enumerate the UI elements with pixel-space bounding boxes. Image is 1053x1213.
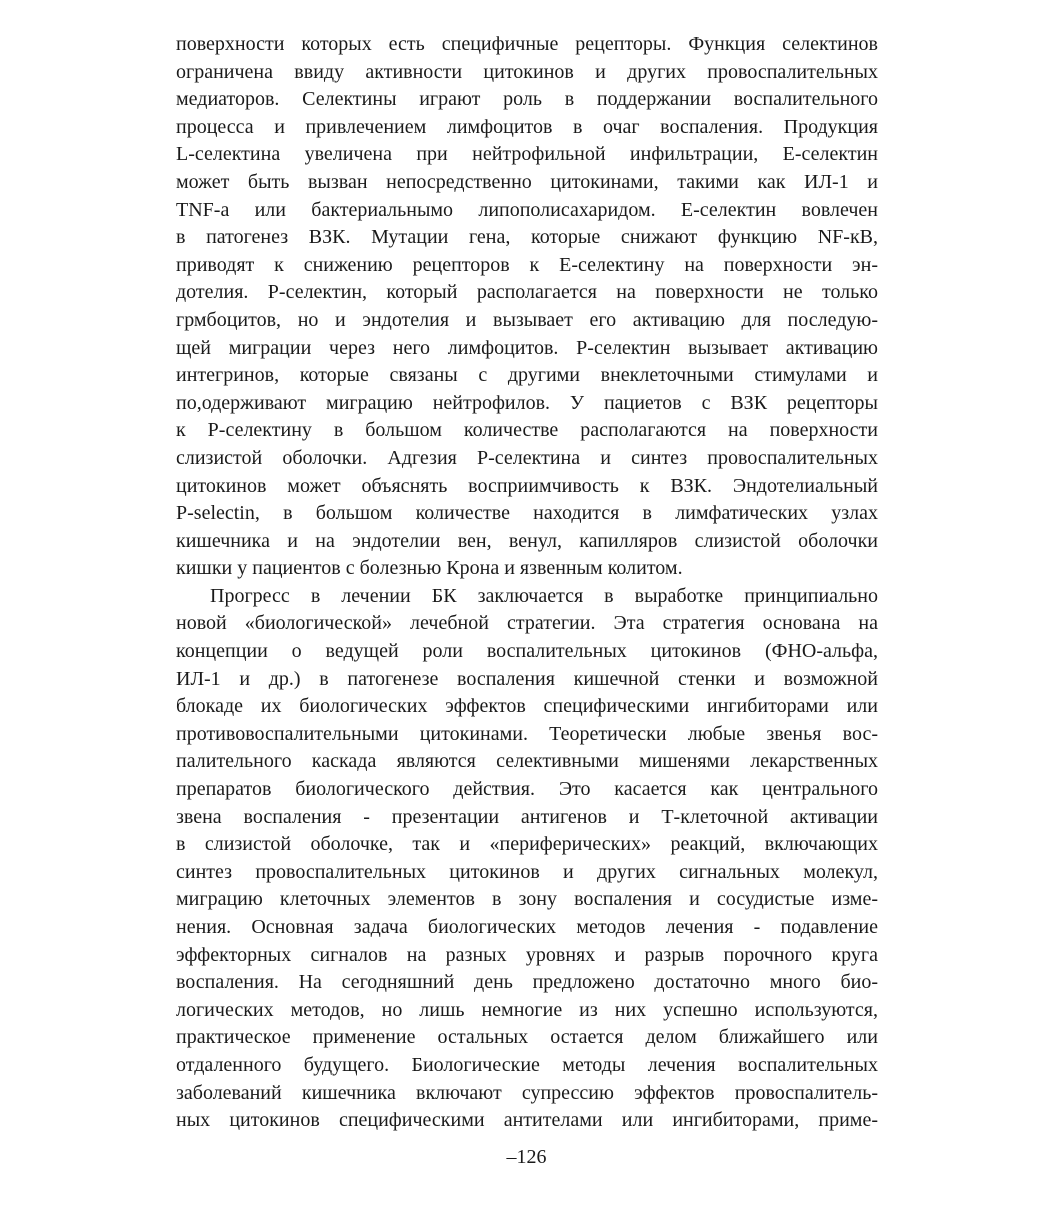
text-line: палительного каскада являются селективными мишенями лекарственных	[176, 750, 878, 773]
text-line: Прогресс в лечении БК заключается в выработке принципиально	[210, 584, 878, 607]
text-line: медиаторов. Селектины играют роль в поддержании воспалительного	[176, 88, 878, 111]
text-line: к Р-селектину в большом количестве располагаются на поверхности	[176, 419, 878, 442]
text-line: L-селектина увеличена при нейтрофильной инфильтрации, Е-селектин	[176, 143, 878, 166]
paragraph-2	[176, 583, 878, 1135]
text-line: препаратов биологического действия. Это касается как центрального	[176, 778, 878, 801]
text-line: цитокинов может объяснять восприимчивость к ВЗК. Эндотелиальный	[176, 474, 878, 497]
text-line: нения. Основная задача биологических методов лечения - подавление	[176, 916, 878, 938]
text-line: синтез провоспалительных цитокинов и других сигнальных молекул,	[176, 860, 878, 883]
text-line: звена воспаления - презентации антигенов и Т-клеточной активации	[176, 805, 878, 828]
text-line: P-selectin, в большом количестве находится в лимфатических узлах	[176, 502, 878, 525]
body-text	[176, 31, 878, 1135]
page-number: –126	[506, 1146, 547, 1168]
text-line: может быть вызван непосредственно цитокинами, такими как ИЛ-1 и	[176, 170, 878, 193]
text-line: в патогенез ВЗК. Мутации гена, которые снижают функцию NF-кB,	[176, 226, 878, 249]
text-line: заболеваний кишечника включают супрессию эффектов провоспалитель-	[176, 1081, 878, 1104]
text-line: щей миграции через него лимфоцитов. Р-селектин вызывает активацию	[176, 336, 878, 359]
text-line: дотелия. Р-селектин, который располагается на поверхности не только	[176, 281, 878, 304]
text-line: блокаде их биологических эффектов специфическими ингибиторами или	[176, 695, 878, 718]
text-line: ИЛ-1 и др.) в патогенезе воспаления кишечной стенки и возможной	[176, 667, 878, 690]
text-line: поверхности которых есть специфичные рецепторы. Функция селектинов	[176, 33, 878, 55]
text-line: кишечника и на эндотелии вен, венул, капилляров слизистой оболочки	[176, 529, 878, 552]
text-line: миграцию клеточных элементов в зону воспаления и сосудистые изме-	[176, 888, 878, 911]
text-line: ограничена ввиду активности цитокинов и других провоспалительных	[176, 60, 878, 83]
text-line: кишки у пациентов с болезнью Крона и язвенным колитом.	[176, 557, 683, 580]
text-line: грмбоцитов, но и эндотелия и вызывает его активацию для последую-	[176, 308, 878, 331]
text-line: ных цитокинов специфическими антителами или ингибиторами, приме-	[176, 1109, 878, 1132]
text-line: интегринов, которые связаны с другими внеклеточными стимулами и	[176, 364, 878, 387]
text-line: процесса и привлечением лимфоцитов в очаг воспаления. Продукция	[176, 115, 878, 138]
text-line: логических методов, но лишь немногие из них успешно используются,	[176, 998, 878, 1021]
text-line: по,одерживают миграцию нейтрофилов. У пациетов с ВЗК рецепторы	[176, 391, 878, 414]
text-line: слизистой оболочки. Адгезия Р-селектина и синтез провоспалительных	[176, 446, 878, 469]
text-line: противовоспалительными цитокинами. Теоретически любые звенья вос-	[176, 722, 878, 745]
text-line: новой «биологической» лечебной стратегии. Эта стратегия основана на	[176, 612, 878, 635]
text-line: концепции о ведущей роли воспалительных цитокинов (ФНО-альфа,	[176, 640, 878, 663]
text-line: воспаления. На сегодняшний день предложено достаточно много био-	[176, 971, 878, 994]
text-line: эффекторных сигналов на разных уровнях и разрыв порочного круга	[176, 943, 878, 966]
text-line: приводят к снижению рецепторов к Е-селектину на поверхности эн-	[176, 253, 878, 276]
text-line: отдаленного будущего. Биологические методы лечения воспалительных	[176, 1053, 878, 1076]
paragraph-1	[176, 31, 878, 583]
text-line: в слизистой оболочке, так и «периферических» реакций, включающих	[176, 833, 878, 856]
text-line: практическое применение остальных остается делом ближайшего или	[176, 1026, 878, 1049]
text-line: TNF-a или бактериальнымо липополисахаридом. Е-селектин вовлечен	[176, 198, 878, 221]
